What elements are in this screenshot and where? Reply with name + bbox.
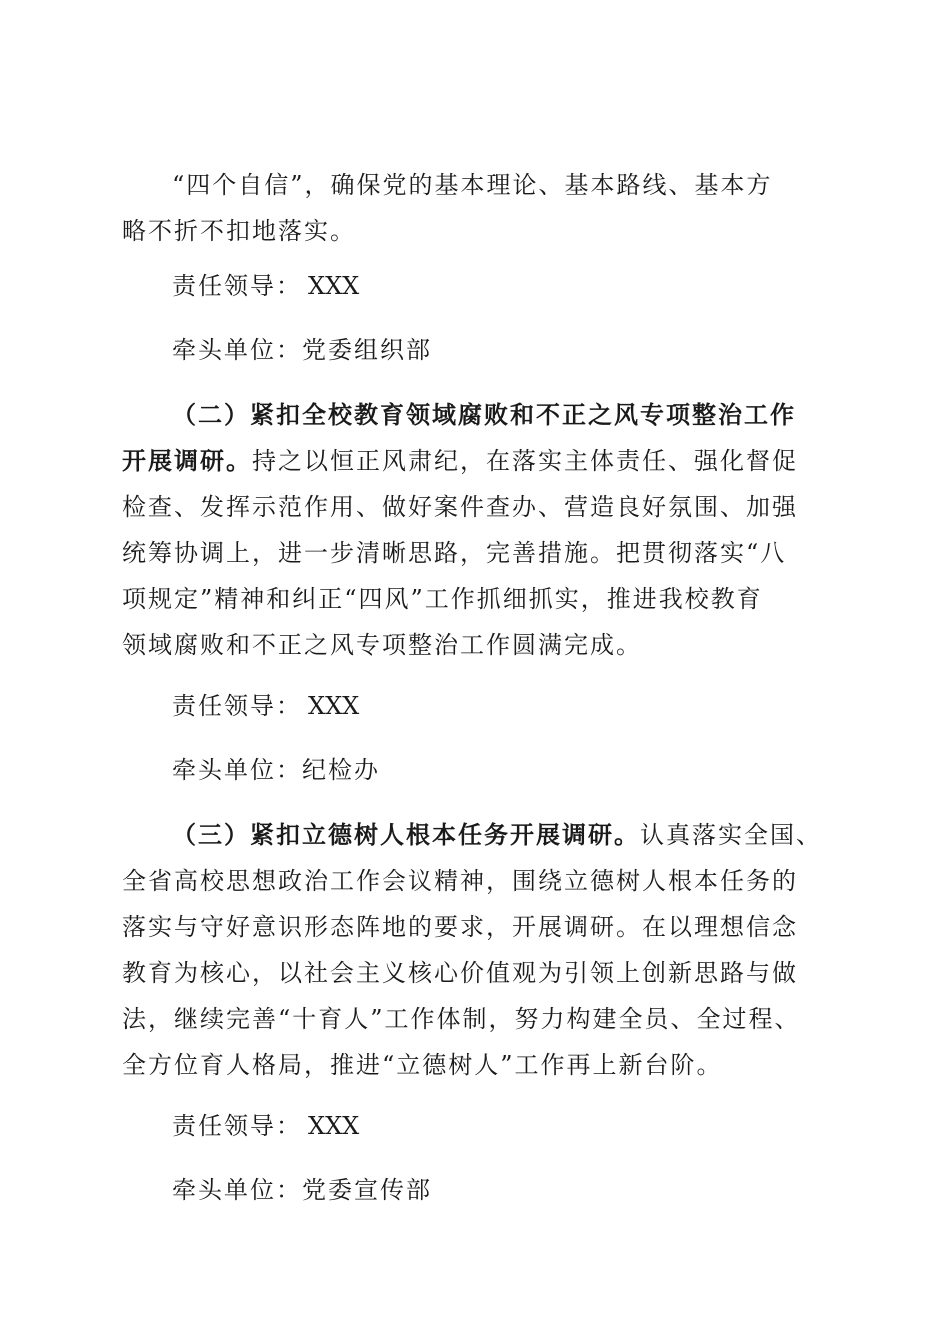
section1-paragraph — [122, 162, 812, 254]
unit-label: 牵头单位： — [172, 1176, 302, 1204]
section3-line-1 — [122, 812, 822, 858]
leader-value: XXX — [308, 692, 360, 720]
unit-label: 牵头单位： — [172, 336, 302, 364]
leader-label: 责任领导： — [172, 272, 302, 300]
unit-value: 纪检办 — [302, 756, 380, 784]
section2-paragraph — [122, 392, 812, 668]
section1-line-2: 略不折不扣地落实。 — [122, 217, 356, 245]
leader-value: XXX — [308, 272, 360, 300]
unit-value: 党委宣传部 — [302, 1176, 432, 1204]
section2-line-5: 项规定”精神和纠正“四风”工作抓细抓实，推进我校教育 — [122, 585, 763, 613]
section3-heading: （三）紧扣立德树人根本任务开展调研。 — [172, 820, 640, 849]
section2-heading: （二）紧扣全校教育领域腐败和不正之风专项整治工作 — [172, 400, 796, 429]
section3-unit — [172, 1174, 432, 1206]
section1-leader — [172, 270, 359, 302]
section3-line-2: 全省高校思想政治工作会议精神，围绕立德树人根本任务的 — [122, 867, 798, 895]
section3-leader — [172, 1110, 359, 1142]
section3-line-5: 法，继续完善“十育人”工作体制，努力构建全员、全过程、 — [122, 1005, 801, 1033]
section2-line-3: 检查、发挥示范作用、做好案件查办、营造良好氛围、加强 — [122, 493, 798, 521]
section3-line-4: 教育为核心，以社会主义核心价值观为引领上创新思路与做 — [122, 959, 798, 987]
section3-line-3: 落实与守好意识形态阵地的要求，开展调研。在以理想信念 — [122, 913, 798, 941]
section1-line-1: “四个自信”，确保党的基本理论、基本路线、基本方 — [172, 171, 773, 199]
section3-line-1-rest: 认真落实全国、 — [640, 821, 822, 849]
leader-label: 责任领导： — [172, 692, 302, 720]
section2-unit — [172, 754, 380, 786]
section2-line-2-rest: 持之以恒正风肃纪，在落实主体责任、强化督促 — [252, 447, 798, 475]
section2-line-4: 统筹协调上，进一步清晰思路，完善措施。把贯彻落实“八 — [122, 539, 787, 567]
unit-label: 牵头单位： — [172, 756, 302, 784]
section2-line-2 — [122, 438, 812, 484]
section3-paragraph — [122, 812, 822, 1088]
section2-line-6: 领域腐败和不正之风专项整治工作圆满完成。 — [122, 631, 642, 659]
leader-label: 责任领导： — [172, 1112, 302, 1140]
section1-unit — [172, 334, 432, 366]
section2-heading-cont: 开展调研。 — [122, 446, 252, 475]
leader-value: XXX — [308, 1112, 360, 1140]
unit-value: 党委组织部 — [302, 336, 432, 364]
section2-leader — [172, 690, 359, 722]
section3-line-6: 全方位育人格局，推进“立德树人”工作再上新台阶。 — [122, 1051, 723, 1079]
